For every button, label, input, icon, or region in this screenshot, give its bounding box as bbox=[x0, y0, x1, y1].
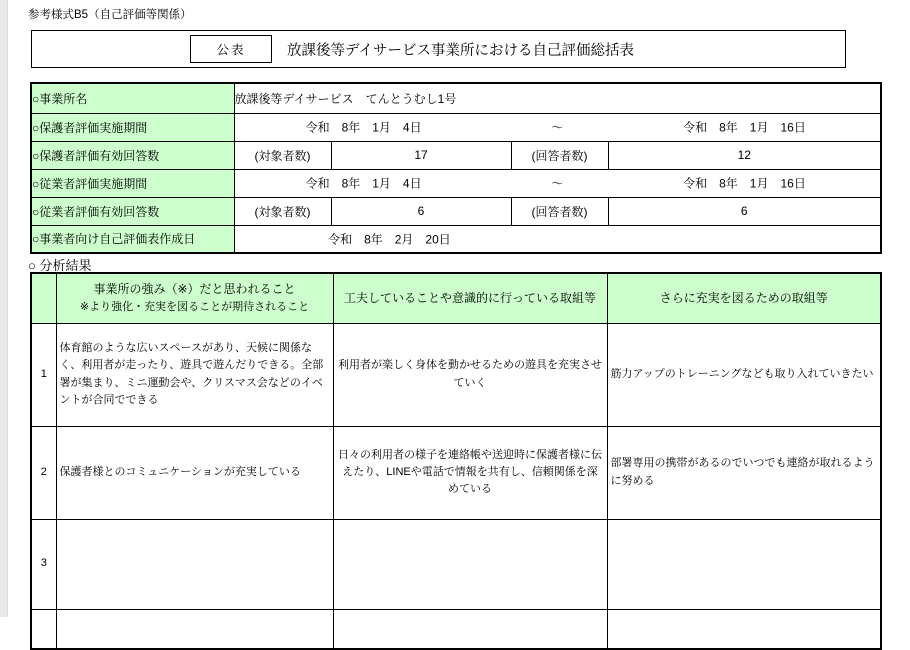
analysis-header-efforts: 工夫していることや意識的に行っている取組等 bbox=[333, 273, 607, 323]
analysis-header-row bbox=[31, 273, 881, 323]
analysis-row-4-number bbox=[31, 609, 56, 649]
self-eval-date-cell bbox=[234, 225, 881, 253]
staff-respondent-label: (回答者数) bbox=[511, 197, 608, 225]
form-reference-label: 参考様式B5（自己評価等関係） bbox=[28, 9, 192, 21]
guardian-period-start: 令和 8年 1月 4日 bbox=[305, 120, 422, 135]
row-staff-responses bbox=[31, 197, 881, 225]
page-left-edge bbox=[0, 0, 8, 617]
row-self-eval-date bbox=[31, 225, 881, 253]
analysis-results-table bbox=[30, 272, 882, 650]
self-eval-date-value: 令和 8年 2月 20日 bbox=[328, 232, 451, 247]
staff-period-end: 令和 8年 1月 16日 bbox=[683, 176, 806, 191]
guardian-target-value: 17 bbox=[331, 141, 511, 169]
staff-period-start: 令和 8年 1月 4日 bbox=[305, 176, 422, 191]
analysis-row-3-enhancement bbox=[607, 519, 881, 609]
analysis-row-2-number: 2 bbox=[31, 426, 56, 519]
staff-responses-label: ○従業者評価有効回答数 bbox=[31, 197, 234, 225]
staff-target-label: (対象者数) bbox=[234, 197, 331, 225]
analysis-row-4-partial bbox=[31, 609, 881, 649]
row-business-name bbox=[31, 83, 881, 113]
staff-target-value: 6 bbox=[331, 197, 511, 225]
staff-period-value bbox=[234, 169, 881, 197]
analysis-header-strengths bbox=[56, 273, 333, 323]
analysis-row-3-strength bbox=[56, 519, 333, 609]
analysis-row-2-effort: 日々の利用者の様子を連絡帳や送迎時に保護者様に伝えたり、LINEや電話で情報を共有し、信頼関係を深めている bbox=[333, 426, 607, 519]
analysis-row-1 bbox=[31, 323, 881, 426]
row-guardian-period bbox=[31, 113, 881, 141]
guardian-period-value bbox=[234, 113, 881, 141]
guardian-period-label: ○保護者評価実施期間 bbox=[31, 113, 234, 141]
self-eval-date-label: ○事業者向け自己評価表作成日 bbox=[31, 225, 234, 253]
analysis-row-3-effort bbox=[333, 519, 607, 609]
row-staff-period bbox=[31, 169, 881, 197]
facility-info-table bbox=[30, 82, 882, 254]
business-name-label: ○事業所名 bbox=[31, 83, 234, 113]
document-title: 放課後等デイサービス事業所における自己評価総括表 bbox=[287, 42, 634, 59]
analysis-section-title: ○ 分析結果 bbox=[28, 258, 92, 273]
analysis-row-1-enhancement: 筋力アップのトレーニングなども取り入れていきたい bbox=[607, 323, 881, 426]
analysis-row-3-number: 3 bbox=[31, 519, 56, 609]
analysis-row-3 bbox=[31, 519, 881, 609]
analysis-row-2-strength: 保護者様とのコミュニケーションが充実している bbox=[56, 426, 333, 519]
analysis-row-4-effort bbox=[333, 609, 607, 649]
analysis-row-1-effort: 利用者が楽しく身体を動かせるための遊具を充実させていく bbox=[333, 323, 607, 426]
guardian-period-tilde: ～ bbox=[551, 120, 564, 135]
title-box bbox=[31, 30, 846, 68]
analysis-row-4-strength bbox=[56, 609, 333, 649]
analysis-header-enhancements: さらに充実を図るための取組等 bbox=[607, 273, 881, 323]
analysis-header-number-cell bbox=[31, 273, 56, 323]
guardian-responses-label: ○保護者評価有効回答数 bbox=[31, 141, 234, 169]
staff-respondent-value: 6 bbox=[608, 197, 881, 225]
analysis-header-strengths-line2: ※より強化・充実を図ることが期待されること bbox=[79, 301, 310, 314]
staff-period-label: ○従業者評価実施期間 bbox=[31, 169, 234, 197]
guardian-respondent-value: 12 bbox=[608, 141, 881, 169]
publication-stamp: 公表 bbox=[190, 35, 272, 63]
analysis-row-2 bbox=[31, 426, 881, 519]
analysis-row-2-enhancement: 部署専用の携帯があるのでいつでも連絡が取れるように努める bbox=[607, 426, 881, 519]
analysis-row-4-enhancement bbox=[607, 609, 881, 649]
analysis-row-1-strength: 体育館のような広いスペースがあり、天候に関係なく、利用者が走ったり、遊具で遊んだりできる。全部署が集まり、ミニ運動会や、クリスマス会などのイベントが合同でできる bbox=[56, 323, 333, 426]
guardian-target-label: (対象者数) bbox=[234, 141, 331, 169]
guardian-respondent-label: (回答者数) bbox=[511, 141, 608, 169]
business-name-value: 放課後等デイサービス てんとうむし1号 bbox=[234, 83, 881, 113]
analysis-header-strengths-line1: 事業所の強み（※）だと思われること bbox=[93, 282, 296, 297]
analysis-row-1-number: 1 bbox=[31, 323, 56, 426]
guardian-period-end: 令和 8年 1月 16日 bbox=[683, 120, 806, 135]
row-guardian-responses bbox=[31, 141, 881, 169]
staff-period-tilde: ～ bbox=[551, 176, 564, 191]
